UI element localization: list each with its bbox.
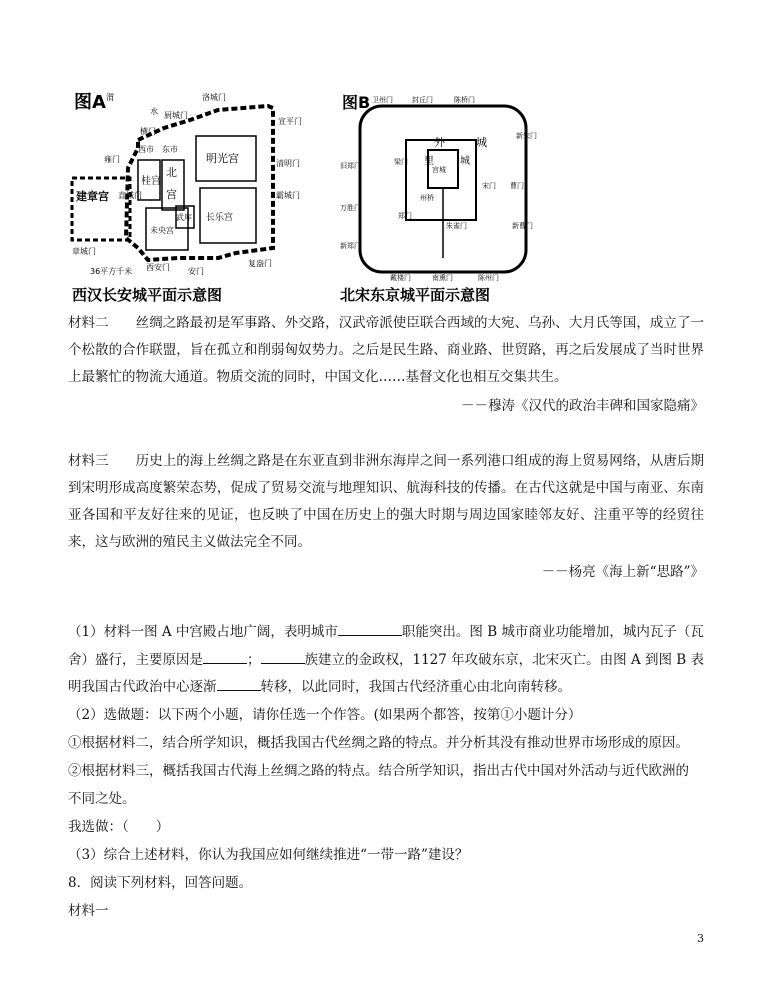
q2-option-2-line2: 不同之处。 bbox=[68, 791, 136, 807]
q1-line1: （1）材料一图 A 中宫殿占地广阔，表明城市 职能突出。图 B 城市商业功能增加，城内瓦子（瓦 bbox=[68, 620, 704, 640]
label-cheng1: 城 bbox=[460, 156, 470, 167]
label-xuanping: 宣平门 bbox=[278, 117, 302, 126]
label-bei: 北 bbox=[166, 166, 177, 179]
material-3-text: 材料三 历史上的海上丝绸之路是在东亚直到非洲东海岸之间一系列港口组成的海上贸易网络，从唐后期到宋明形成高度繁荣态势，促成了贸易交流与地理知识、航海科技的传播。在古代这就是中国与南亚、东南亚各国和平友好往来的见证，也反映了中国在历史上的强大时期与周边国家睦邻友好、注重平等的经贸往来，这与欧洲的殖民主义做法完全不同。 bbox=[68, 453, 704, 550]
q1-blank-4[interactable] bbox=[217, 676, 261, 691]
figure-b-tag: 图B bbox=[342, 93, 371, 112]
figure-a-tag: 图A bbox=[74, 92, 106, 113]
label-jianzhang: 建章宫 bbox=[76, 190, 109, 203]
q1-blank-3[interactable] bbox=[261, 649, 305, 664]
figure-a-map bbox=[68, 88, 320, 306]
label-dongshi: 东市 bbox=[162, 145, 178, 154]
figure-b-map bbox=[336, 88, 546, 306]
label-weiyang: 未央宫 bbox=[150, 226, 174, 235]
label-xinzheng: 新郑门 bbox=[340, 242, 361, 250]
q1-line3: 明我国古代政治中心逐渐 转移，以此同时，我国古代经济重心由北向南转移。 bbox=[68, 675, 571, 695]
label-gong: 宫 bbox=[166, 188, 177, 201]
label-anmen: 安门 bbox=[188, 267, 204, 276]
label-wai: 外 bbox=[434, 136, 445, 149]
label-chenqiao: 陈桥门 bbox=[454, 96, 475, 104]
label-gongcheng: 宫城 bbox=[432, 166, 446, 174]
label-area: 36平方千米 bbox=[90, 267, 133, 276]
label-xinsongmen: 新宋门 bbox=[516, 132, 537, 140]
label-zhengmen: 郑门 bbox=[398, 212, 412, 220]
label-xishi: 西市 bbox=[138, 145, 154, 154]
label-fuang: 复盎门 bbox=[248, 259, 272, 268]
material-2-text: 材料二 丝绸之路最初是军事路、外交路，汉武帝派使臣联合西域的大宛、乌孙、大月氏等国，成立了一个松散的合作联盟，旨在孤立和削弱匈奴势力。之后是民生路、商业路、世贸路，再之后发展成了当时世界上最繁忙的物流大通道。物质交流的同时，中国文化……基督文化也相互交集共生。 bbox=[68, 315, 704, 385]
label-cheng2: 城 bbox=[476, 136, 487, 149]
material-3-source: －－杨亮《海上新“思路”》 bbox=[541, 564, 704, 580]
label-yongmen: 雍门 bbox=[104, 155, 120, 164]
label-zhicheng: 直城门 bbox=[118, 191, 142, 200]
label-shui: 水 bbox=[150, 107, 158, 116]
label-wuku: 武库 bbox=[176, 213, 192, 222]
label-caomen: 曹门 bbox=[510, 182, 524, 190]
label-xian: 西安门 bbox=[146, 263, 170, 272]
material-1-label: 材料一 bbox=[68, 903, 109, 919]
q2-option-1: ①根据材料二，结合所学知识，概括我国古代丝绸之路的特点。并分析其没有推动世界市场形成的原因。 bbox=[68, 735, 689, 751]
label-qingming: 清明门 bbox=[276, 159, 300, 168]
label-zhangcheng: 章城门 bbox=[72, 247, 96, 256]
label-xincao: 新曹门 bbox=[512, 222, 533, 230]
q1-blank-2[interactable] bbox=[203, 649, 247, 664]
q2-intro: （2）选做题：以下两个小题，请你任选一个作答。(如果两个都答，按第①小题计分） bbox=[68, 707, 582, 723]
label-jiulong: 旧郑门 bbox=[340, 162, 361, 170]
label-zhouqiao: 州桥 bbox=[420, 194, 434, 202]
label-weizhou: 卫州门 bbox=[372, 96, 393, 104]
q1-line2: 舍）盛行，主要原因是 ； 族建立的金政权，1127 年攻破东京，北宋灭亡。由图 A 到图 B 表 bbox=[68, 648, 704, 668]
page-number: 3 bbox=[697, 932, 704, 945]
label-hengmen: 横门 bbox=[140, 127, 156, 136]
q2-option-2-line1: ②根据材料三，概括我国古代海上丝绸之路的特点。结合所学知识，指出古代中国对外活动与近代欧洲的 bbox=[68, 763, 689, 779]
label-zhuque: 朱雀门 bbox=[446, 222, 467, 230]
figure-a-caption: 西汉长安城平面示意图 bbox=[72, 286, 223, 304]
label-guigong: 桂宫 bbox=[141, 176, 161, 187]
label-songmen: 宋门 bbox=[482, 182, 496, 190]
material-2-source: －－穆涛《汉代的政治丰碑和国家隐痛》 bbox=[461, 398, 704, 414]
label-fengqiu: 封丘门 bbox=[412, 96, 433, 104]
q3-text: （3）综合上述材料，你认为我国应如何继续推进“一带一路”建设？ bbox=[68, 847, 469, 863]
label-wei: 渭 bbox=[106, 93, 114, 102]
label-li: 里 bbox=[424, 156, 434, 167]
label-wansheng: 万胜门 bbox=[340, 204, 361, 212]
label-mingguang: 明光宫 bbox=[206, 152, 239, 165]
label-changle: 长乐宫 bbox=[206, 213, 234, 223]
q8-text: 8．阅读下列材料，回答问题。 bbox=[68, 875, 253, 891]
label-chenzhou: 陈州门 bbox=[478, 274, 499, 282]
label-nanxun: 南熏门 bbox=[432, 274, 453, 282]
figure-b-caption: 北宋东京城平面示意图 bbox=[340, 286, 491, 304]
q1-blank-1[interactable] bbox=[338, 621, 402, 636]
label-chucheng: 厨城门 bbox=[164, 111, 188, 120]
label-liangmen: 梁门 bbox=[394, 158, 408, 166]
label-dailou: 戴楼门 bbox=[390, 274, 411, 282]
label-luocheng: 洛城门 bbox=[202, 93, 226, 102]
label-bacheng: 霸城门 bbox=[276, 191, 300, 200]
q2-choice: 我选做：（ ） bbox=[68, 819, 170, 835]
